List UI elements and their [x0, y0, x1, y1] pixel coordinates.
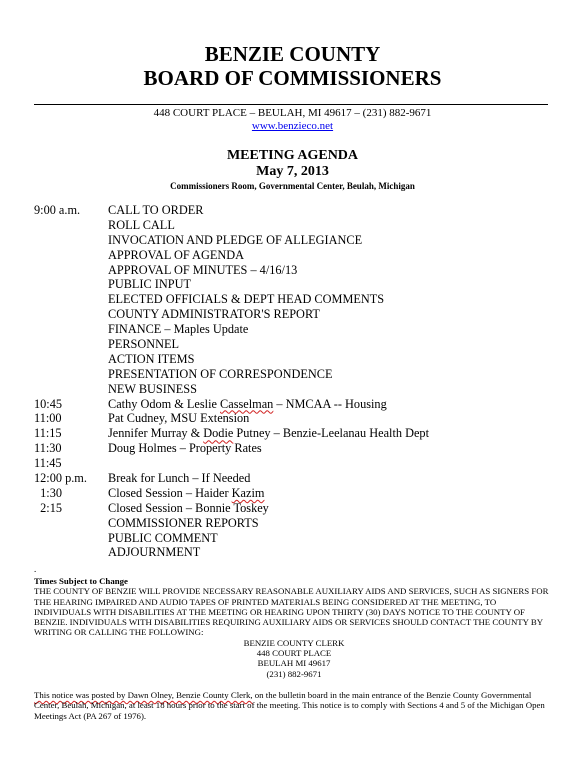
notice-heading: Times Subject to Change: [34, 576, 128, 586]
agenda-item: [34, 263, 554, 278]
agenda-item-text: Jennifer Murray & Dodie Putney – Benzie-Leelanau Health Dept: [108, 426, 429, 441]
agenda-item-text: ROLL CALL: [108, 217, 175, 232]
agenda-item: [34, 516, 554, 531]
agenda-item-text: Closed Session – Bonnie Toskey: [108, 500, 269, 515]
clerk-contact-phone: (231) 882-9671: [266, 668, 322, 679]
agenda-item-text: CALL TO ORDER: [108, 203, 204, 217]
agenda-item-text: PUBLIC COMMENT: [108, 530, 218, 545]
agenda-item-time: 11:45: [34, 456, 62, 471]
agenda-item-time: 10:45: [34, 396, 63, 411]
posting-footer: [34, 690, 554, 721]
agenda-item: [34, 441, 554, 456]
agenda-item: [34, 307, 554, 322]
agenda-item: [34, 322, 554, 337]
agenda-item: [34, 203, 554, 218]
agenda-item-text: APPROVAL OF AGENDA: [108, 247, 244, 262]
agenda-item: [34, 456, 554, 471]
notice-body: THE COUNTY OF BENZIE WILL PROVIDE NECESSARY REASONABLE AUXILIARY AIDS AND SERVICES, SUCH AS SIGNERS FOR THE HEARING IMPAIRED AND AUDIO TAPES OF PRINTED MATERIALS BEING CONSIDERED AT THE MEETING, TO INDIVIDUALS WITH DISABILITIES AT THE MEETING OR HEARING UPON THIRTY (30) DAYS NOTICE TO THE COUNTY OF BENZIE. INDIVIDUALS WITH DISABILITIES REQUIRING AUXILIARY AIDS OR SERVICES SHOULD CONTACT THE COUNTY BY WRITING OR CALLING THE FOLLOWING:: [34, 586, 549, 638]
agenda-item-text: Break for Lunch – If Needed: [108, 471, 251, 486]
website-link[interactable]: www.benzieco.net: [251, 120, 334, 132]
clerk-contact-city: BEULAH MI 49617: [257, 658, 331, 669]
meeting-location: Commissioners Room, Governmental Center, Beulah, Michigan: [170, 181, 415, 191]
agenda-item-text: APPROVAL OF MINUTES – 4/16/13: [108, 262, 298, 277]
agenda-item-time: 9:00 a.m.: [34, 203, 81, 217]
agenda-item-text: Closed Session – Haider Kazim: [108, 485, 265, 500]
agenda-item: [34, 382, 554, 397]
agenda-item: [34, 337, 554, 352]
agenda-item-text: INVOCATION AND PLEDGE OF ALLEGIANCE: [108, 232, 363, 247]
agenda-item: [34, 352, 554, 367]
agenda-item-time: 12:00 p.m.: [34, 471, 87, 486]
address-line: 448 COURT PLACE – BEULAH, MI 49617 – (231) 882-9671: [153, 107, 432, 119]
county-name: BENZIE COUNTY: [204, 42, 381, 66]
agenda-item: [34, 486, 554, 501]
agenda-item-text: PUBLIC INPUT: [108, 277, 192, 292]
agenda-item-time: 11:15: [34, 426, 62, 441]
agenda-items: [34, 203, 554, 560]
clerk-contact-name: BENZIE COUNTY CLERK: [243, 637, 345, 648]
agenda-item-text: Cathy Odom & Leslie Casselman – NMCAA -- Housing: [108, 396, 387, 411]
accessibility-notice: [34, 576, 554, 679]
agenda-item: [34, 218, 554, 233]
agenda-item: [34, 471, 554, 486]
agenda-item: [34, 277, 554, 292]
agenda-item-text: NEW BUSINESS: [108, 381, 197, 396]
notice-marker: .: [34, 564, 37, 574]
agenda-date: May 7, 2013: [256, 164, 329, 179]
agenda-item: [34, 531, 554, 546]
agenda-title: MEETING AGENDA: [226, 148, 359, 163]
agenda-item-text: ACTION ITEMS: [108, 351, 195, 366]
posting-details: on the bulletin board in the main entrance of the Benzie County Governmental Center, Beulah, Michigan, at least 18 hours prior to the start of the meeting. This notice is to comply with Sections 4 and 5 of the Michigan Open Meetings Act (PA 267 of 1976).: [34, 690, 545, 721]
agenda-item: [34, 426, 554, 441]
agenda-item-text: COUNTY ADMINISTRATOR'S REPORT: [108, 307, 320, 322]
header-divider: [34, 104, 548, 105]
posted-by: This notice was posted by Dawn Olney, Benzie County Clerk,: [34, 690, 253, 700]
agenda-item: [34, 248, 554, 263]
agenda-item-time: 11:00: [34, 411, 62, 426]
agenda-item-time: 11:30: [34, 441, 62, 456]
agenda-item: [34, 233, 554, 248]
agenda-item-time: 1:30: [34, 485, 63, 500]
agenda-item-text: Pat Cudney, MSU Extension: [108, 411, 250, 426]
website-line: [0, 120, 585, 133]
agenda-item-text: ELECTED OFFICIALS & DEPT HEAD COMMENTS: [108, 292, 385, 307]
agenda-item: [34, 501, 554, 516]
agenda-item-text: FINANCE – Maples Update: [108, 322, 249, 337]
agenda-item-text: ADJOURNMENT: [108, 545, 201, 560]
agenda-item: [34, 292, 554, 307]
board-name: BOARD OF COMMISSIONERS: [143, 66, 442, 90]
agenda-item: [34, 411, 554, 426]
agenda-item: [34, 545, 554, 560]
agenda-item-text: COMMISSIONER REPORTS: [108, 515, 259, 530]
agenda-item: [34, 367, 554, 382]
agenda-item-text: PRESENTATION OF CORRESPONDENCE: [108, 366, 333, 381]
agenda-item-time: 2:15: [34, 500, 63, 515]
agenda-item-text: PERSONNEL: [108, 337, 180, 352]
agenda-item: [34, 397, 554, 412]
clerk-contact-street: 448 COURT PLACE: [256, 648, 332, 659]
agenda-item-text: Doug Holmes – Property Rates: [108, 441, 262, 456]
